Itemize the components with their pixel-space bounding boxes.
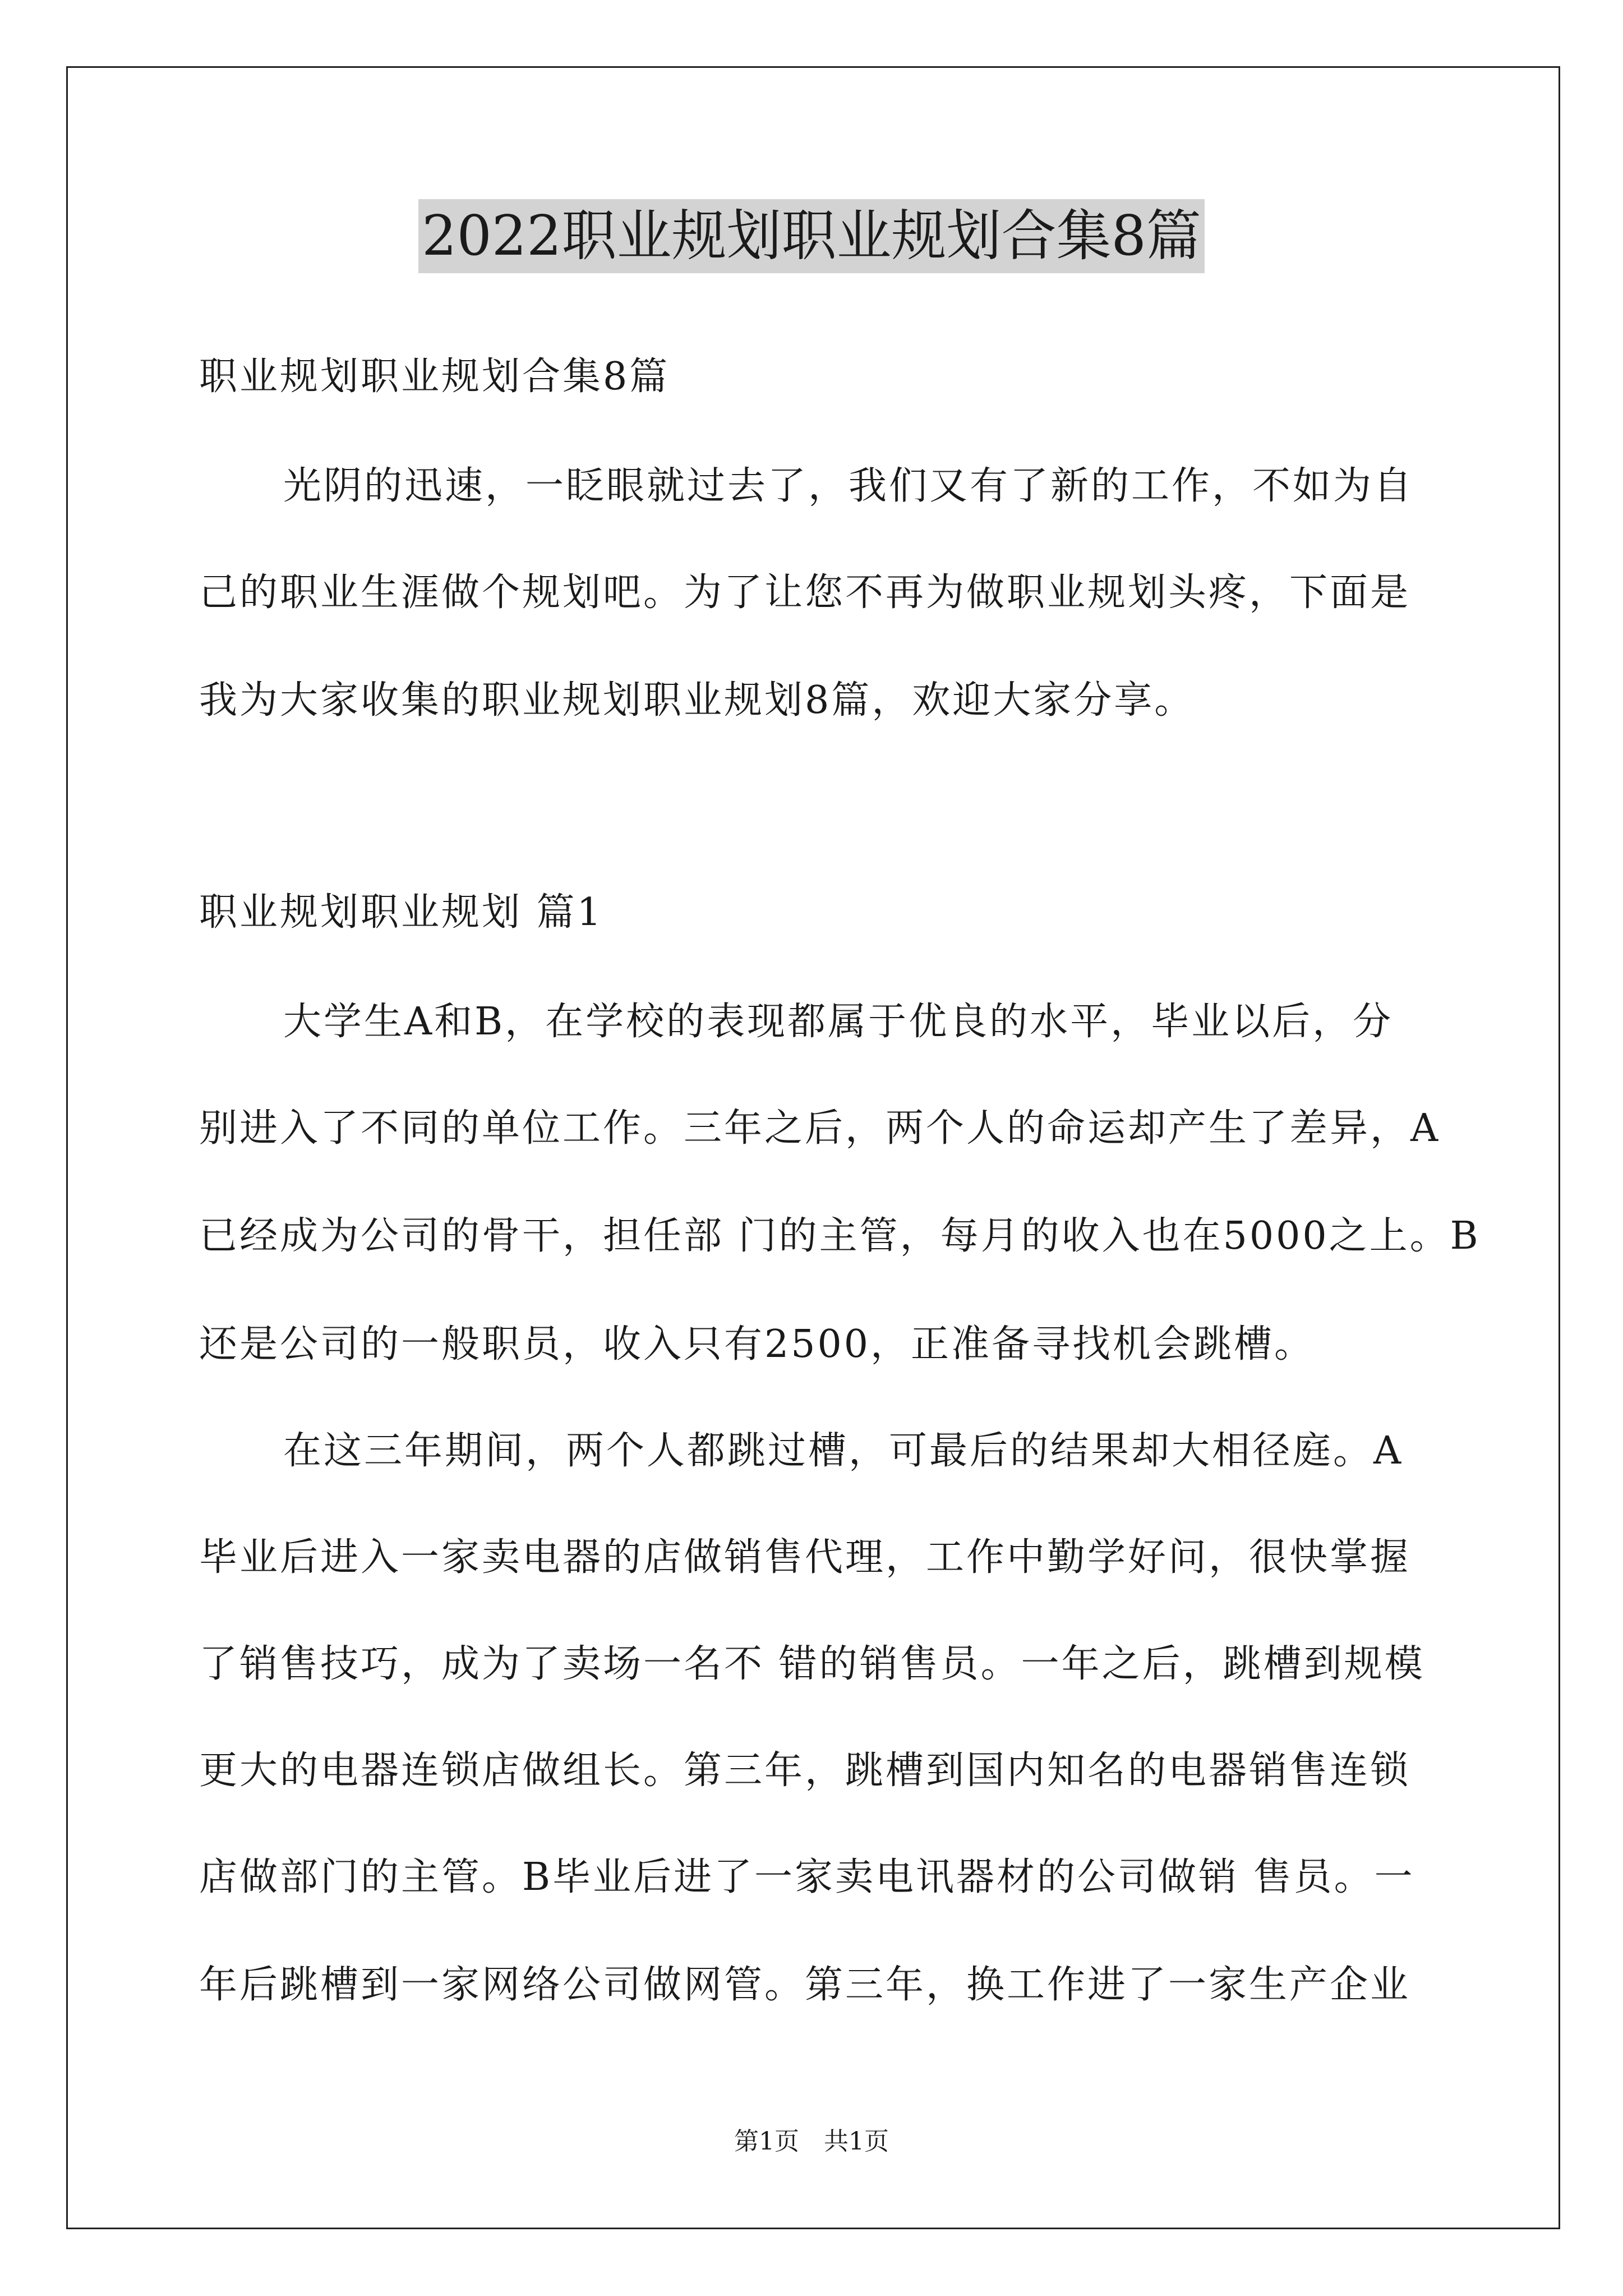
para2-line-2: 毕业后进入一家卖电器的店做销售代理，工作中勤学好问，很快掌握	[199, 1535, 1411, 1580]
para1-line-3: 已经成为公司的骨干，担任部 门的主管，每月的收入也在5000之上。B	[199, 1214, 1481, 1258]
intro-line-2: 己的职业生涯做个规划吧。为了让您不再为做职业规划头疼，下面是	[199, 570, 1411, 615]
para2-line-1: 在这三年期间，两个人都跳过槽，可最后的结果却大相径庭。A	[283, 1429, 1404, 1473]
subtitle: 职业规划职业规划合集8篇	[199, 355, 670, 399]
title-text: 2022职业规划职业规划合集8篇	[418, 199, 1205, 273]
para2-line-5: 店做部门的主管。B毕业后进了一家卖电讯器材的公司做销 售员。一	[199, 1855, 1415, 1899]
para2-line-4: 更大的电器连锁店做组长。第三年，跳槽到国内知名的电器销售连锁	[199, 1749, 1411, 1793]
para1-line-2: 别进入了不同的单位工作。三年之后，两个人的命运却产生了差异，A	[199, 1106, 1441, 1151]
document-title	[0, 199, 1623, 273]
intro-line-3: 我为大家收集的职业规划职业规划8篇，欢迎大家分享。	[199, 678, 1195, 723]
para1-line-1: 大学生A和B，在学校的表现都属于优良的水平，毕业以后，分	[283, 1000, 1394, 1044]
para2-line-6: 年后跳槽到一家网络公司做网管。第三年，换工作进了一家生产企业	[199, 1963, 1411, 2007]
para1-line-4: 还是公司的一般职员，收入只有2500，正准备寻找机会跳槽。	[199, 1322, 1315, 1366]
intro-line-1: 光阴的迅速，一眨眼就过去了，我们又有了新的工作，不如为自	[283, 464, 1414, 508]
page-footer: 第1页 共1页	[734, 2127, 889, 2156]
section-heading: 职业规划职业规划 篇1	[199, 890, 603, 935]
para2-line-3: 了销售技巧，成为了卖场一名不 错的销售员。一年之后，跳槽到规模	[199, 1642, 1425, 1686]
